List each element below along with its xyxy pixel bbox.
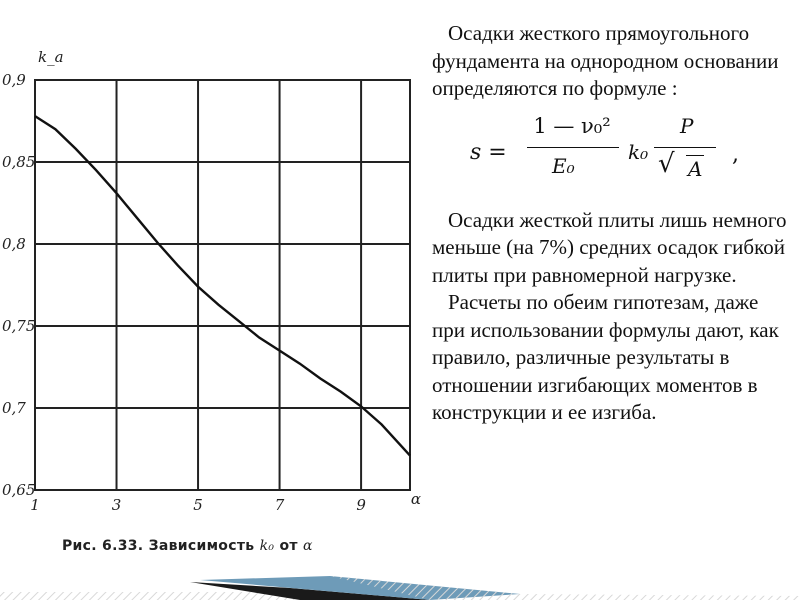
fraction-bar-2 bbox=[654, 147, 716, 148]
y-tick-label: 0,7 bbox=[2, 399, 26, 417]
caption-alpha: α bbox=[303, 538, 313, 554]
y-tick-label: 0,8 bbox=[2, 235, 26, 253]
settlement-formula bbox=[432, 113, 792, 193]
fraction-bar bbox=[527, 147, 619, 148]
formula-numerator: 1 — ν₀² bbox=[533, 113, 611, 138]
formula-denominator: E₀ bbox=[552, 153, 575, 178]
y-tick-label: 0,9 bbox=[2, 71, 26, 89]
y-tick-label: 0,65 bbox=[2, 481, 36, 499]
chart-svg bbox=[0, 40, 430, 540]
formula-k0: k₀ bbox=[628, 139, 649, 164]
x-tick-label: 3 bbox=[111, 496, 122, 514]
x-tick-label: 7 bbox=[274, 496, 285, 514]
chart-frame bbox=[35, 80, 410, 490]
series-line-k bbox=[35, 116, 410, 456]
x-tick-label: 9 bbox=[356, 496, 366, 514]
formula-p: P bbox=[680, 113, 694, 138]
y-tick-label: 0,75 bbox=[2, 317, 36, 335]
paragraph-2: Осадки жесткой плиты лишь немного меньше (на 7%) средних осадок гибкой плиты при равномерной нагрузке. bbox=[432, 207, 787, 287]
formula-a: A bbox=[686, 155, 704, 184]
x-tick-label: 5 bbox=[193, 496, 203, 514]
y-tick-label: 0,85 bbox=[2, 153, 36, 171]
formula-comma: , bbox=[732, 141, 739, 167]
x-tick-label: 1 bbox=[30, 496, 40, 514]
chart-grid bbox=[35, 80, 410, 490]
chart bbox=[0, 40, 430, 540]
y-axis-label: k_a bbox=[38, 48, 64, 66]
sqrt-icon: √ bbox=[658, 148, 675, 179]
caption-mid: от bbox=[279, 538, 298, 554]
paragraph-1: Осадки жесткого прямоугольного фундамента на однородном основании определяются по формуле : bbox=[432, 21, 779, 100]
x-axis-symbol: α bbox=[410, 490, 422, 508]
caption-prefix: Рис. 6.33. Зависимость bbox=[62, 538, 255, 554]
figure-caption bbox=[62, 538, 432, 554]
paragraph-3: Расчеты по обеим гипотезам, даже при использовании формулы дают, как правило, различные результаты в отношении изгибающих моментов в конструкции и ее изгиба. bbox=[432, 290, 779, 424]
text-panel bbox=[432, 20, 792, 427]
decorative-stripe bbox=[0, 570, 800, 600]
formula-lhs: s = bbox=[470, 139, 507, 165]
caption-k0: k₀ bbox=[259, 538, 275, 554]
